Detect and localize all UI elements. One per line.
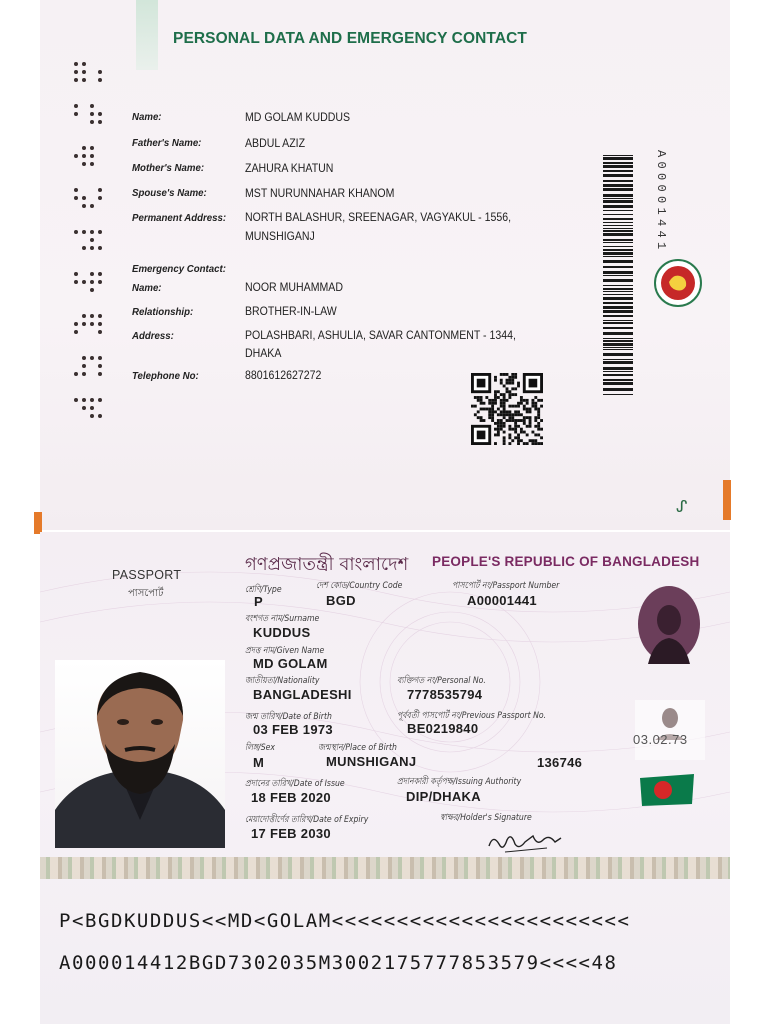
passport-title: PASSPORT bbox=[112, 568, 182, 582]
dob-label: জন্ম তারিখ/Date of Birth bbox=[245, 712, 332, 722]
bangladesh-flag-icon bbox=[638, 772, 696, 808]
perforation-dot bbox=[82, 154, 86, 158]
perforation-dot bbox=[82, 406, 86, 410]
perforation-dot bbox=[82, 356, 86, 360]
security-strip bbox=[40, 857, 730, 879]
issuing-authority-value: DIP/DHAKA bbox=[406, 789, 481, 804]
perforation-dot bbox=[74, 70, 78, 74]
government-seal-icon bbox=[653, 258, 703, 308]
perforation-dot bbox=[98, 398, 102, 402]
perforation-dot bbox=[82, 280, 86, 284]
page-edge-mark bbox=[723, 480, 731, 520]
perforation-dot bbox=[98, 78, 102, 82]
perforation-dot bbox=[90, 238, 94, 242]
perforation-dot bbox=[82, 196, 86, 200]
place-code-value: 136746 bbox=[537, 755, 583, 770]
previous-passport-value: BE0219840 bbox=[407, 721, 479, 736]
perforation-dot bbox=[90, 356, 94, 360]
perforated-passport-number bbox=[66, 62, 112, 452]
emergency-contact-heading: Emergency Contact: bbox=[132, 263, 226, 275]
date-of-issue-label: প্রদানের তারিখ/Date of Issue bbox=[245, 779, 345, 789]
relationship-label: Relationship: bbox=[132, 306, 194, 318]
surname-label: বংশগত নাম/Surname bbox=[245, 614, 320, 624]
perforation-dot bbox=[90, 280, 94, 284]
perforation-dot bbox=[74, 104, 78, 108]
type-value: P bbox=[254, 594, 263, 609]
ghost-image-area bbox=[635, 700, 705, 760]
sex-value: M bbox=[253, 755, 265, 770]
permanent-address-line2: MUNSHIGANJ bbox=[245, 229, 315, 243]
passport-title-bengali: পাসপোর্ট bbox=[128, 588, 164, 599]
perforation-dot bbox=[74, 196, 78, 200]
perforation-dot bbox=[90, 104, 94, 108]
surname-value: KUDDUS bbox=[253, 625, 311, 640]
holder-photo bbox=[55, 660, 225, 848]
perforation-dot bbox=[82, 364, 86, 368]
qr-code-icon bbox=[471, 373, 543, 445]
perforation-dot bbox=[98, 330, 102, 334]
relationship-value: BROTHER-IN-LAW bbox=[245, 304, 337, 318]
perforation-dot bbox=[90, 154, 94, 158]
holder-signature-icon bbox=[485, 822, 565, 858]
perforation-dot bbox=[74, 322, 78, 326]
emergency-address-label: Address: bbox=[132, 330, 174, 342]
permanent-address-label: Permanent Address: bbox=[132, 212, 227, 224]
perforation-dot bbox=[82, 322, 86, 326]
perforation-dot bbox=[82, 70, 86, 74]
mrz-line-2: A000014412BGD7302035M3002175777853579<<<<48 bbox=[59, 952, 618, 974]
perforation-dot bbox=[90, 204, 94, 208]
perforation-dot bbox=[90, 146, 94, 150]
emergency-address-line2: DHAKA bbox=[245, 346, 282, 360]
given-name-value: MD GOLAM bbox=[253, 656, 328, 671]
ghost-date-of-birth: 03.02.73 bbox=[633, 732, 688, 747]
perforation-dot bbox=[98, 364, 102, 368]
perforation-dot bbox=[90, 120, 94, 124]
perforation-dot bbox=[98, 188, 102, 192]
perforation-dot bbox=[90, 288, 94, 292]
personal-no-value: 7778535794 bbox=[407, 687, 483, 702]
perforation-dot bbox=[90, 112, 94, 116]
sex-label: লিঙ্গ/Sex bbox=[245, 743, 275, 753]
perforation-dot bbox=[98, 372, 102, 376]
barcode-number: A00001441 bbox=[654, 150, 668, 254]
page-edge-mark bbox=[34, 512, 42, 534]
perforation-dot bbox=[82, 162, 86, 166]
mother-name-value: ZAHURA KHATUN bbox=[245, 161, 334, 175]
perforation-dot bbox=[98, 356, 102, 360]
date-of-issue-value: 18 FEB 2020 bbox=[251, 790, 331, 805]
issuing-authority-label: প্রদানকারী কর্তৃপক্ষ/Issuing Authority bbox=[397, 777, 522, 787]
personal-data-page bbox=[40, 0, 730, 530]
perforation-dot bbox=[98, 314, 102, 318]
perforation-dot bbox=[82, 372, 86, 376]
perforation-dot bbox=[82, 314, 86, 318]
telephone-value: 8801612627272 bbox=[245, 368, 322, 382]
spouse-name-value: MST NURUNNAHAR KHANOM bbox=[245, 186, 395, 200]
perforation-dot bbox=[74, 272, 78, 276]
perforation-dot bbox=[90, 398, 94, 402]
perforation-dot bbox=[90, 272, 94, 276]
perforation-dot bbox=[98, 196, 102, 200]
perforation-dot bbox=[74, 62, 78, 66]
previous-passport-label: পূর্ববর্তী পাসপোর্ট নং/Previous Passport No. bbox=[397, 711, 547, 721]
emergency-address-line1: POLASHBARI, ASHULIA, SAVAR CANTONMENT - 1344, bbox=[245, 328, 516, 342]
given-name-label: প্রদত্ত নাম/Given Name bbox=[245, 646, 325, 656]
country-code-value: BGD bbox=[326, 593, 356, 608]
emergency-name-value: NOOR MUHAMMAD bbox=[245, 280, 343, 294]
nationality-label: জাতীয়তা/Nationality bbox=[245, 676, 320, 686]
perforation-dot bbox=[98, 246, 102, 250]
mrz-line-1: P<BGDKUDDUS<<MD<GOLAM<<<<<<<<<<<<<<<<<<<<<<< bbox=[59, 910, 631, 932]
father-name-label: Father's Name: bbox=[132, 137, 202, 149]
perforation-dot bbox=[74, 398, 78, 402]
ghost-photo bbox=[636, 584, 702, 664]
perforation-dot bbox=[74, 188, 78, 192]
holder-signature-label: স্বাক্ষর/Holder's Signature bbox=[440, 813, 532, 823]
passport-number-label: পাসপোর্ট নং/Passport Number bbox=[452, 581, 560, 591]
perforation-dot bbox=[90, 414, 94, 418]
perforation-dot bbox=[82, 62, 86, 66]
perforation-dot bbox=[82, 146, 86, 150]
perforation-dot bbox=[98, 414, 102, 418]
perforation-dot bbox=[74, 78, 78, 82]
country-code-label: দেশ কোড/Country Code bbox=[316, 581, 403, 591]
telephone-label: Telephone No: bbox=[132, 370, 199, 382]
perforation-dot bbox=[74, 280, 78, 284]
nationality-value: BANGLADESHI bbox=[253, 687, 352, 702]
passport-number-value: A00001441 bbox=[467, 593, 537, 608]
perforation-dot bbox=[90, 322, 94, 326]
page-title: PERSONAL DATA AND EMERGENCY CONTACT bbox=[173, 30, 527, 47]
perforation-dot bbox=[74, 112, 78, 116]
perforation-dot bbox=[74, 154, 78, 158]
perforation-dot bbox=[74, 330, 78, 334]
date-of-expiry-label: মেয়াদোত্তীর্ণের তারিখ/Date of Expiry bbox=[245, 815, 369, 825]
perforation-dot bbox=[90, 406, 94, 410]
type-label: শ্রেণি/Type bbox=[245, 585, 282, 595]
personal-no-label: ব্যক্তিগত নং/Personal No. bbox=[397, 676, 486, 686]
dob-value: 03 FEB 1973 bbox=[253, 722, 333, 737]
passport-data-page bbox=[40, 532, 730, 1024]
country-name-bengali: গণপ্রজাতন্ত্রী বাংলাদেশ bbox=[245, 554, 409, 575]
perforation-dot bbox=[74, 372, 78, 376]
perforation-dot bbox=[98, 322, 102, 326]
place-of-birth-value: MUNSHIGANJ bbox=[326, 754, 417, 769]
perforation-dot bbox=[82, 398, 86, 402]
perforation-dot bbox=[98, 272, 102, 276]
spouse-name-label: Spouse's Name: bbox=[132, 187, 207, 199]
perforation-dot bbox=[82, 230, 86, 234]
place-of-birth-label: জন্মস্থান/Place of Birth bbox=[318, 743, 397, 753]
security-stripe bbox=[136, 0, 158, 70]
perforation-dot bbox=[90, 162, 94, 166]
permanent-address-line1: NORTH BALASHUR, SREENAGAR, VAGYAKUL - 1556, bbox=[245, 210, 512, 224]
country-name-english: PEOPLE'S REPUBLIC OF BANGLADESH bbox=[432, 554, 700, 569]
perforation-dot bbox=[98, 230, 102, 234]
name-value: MD GOLAM KUDDUS bbox=[245, 110, 351, 124]
name-label: Name: bbox=[132, 111, 162, 123]
perforation-dot bbox=[82, 204, 86, 208]
perforation-dot bbox=[98, 280, 102, 284]
father-name-value: ABDUL AZIZ bbox=[245, 136, 306, 150]
mother-name-label: Mother's Name: bbox=[132, 162, 205, 174]
date-of-expiry-value: 17 FEB 2030 bbox=[251, 826, 331, 841]
perforation-dot bbox=[98, 120, 102, 124]
perforation-dot bbox=[98, 112, 102, 116]
emergency-name-label: Name: bbox=[132, 282, 162, 294]
perforation-dot bbox=[98, 70, 102, 74]
perforation-dot bbox=[82, 78, 86, 82]
perforation-dot bbox=[90, 246, 94, 250]
perforation-dot bbox=[90, 314, 94, 318]
perforation-dot bbox=[90, 230, 94, 234]
perforation-dot bbox=[82, 246, 86, 250]
perforation-dot bbox=[74, 230, 78, 234]
squiggle-mark-icon: ᔑ bbox=[676, 499, 688, 516]
